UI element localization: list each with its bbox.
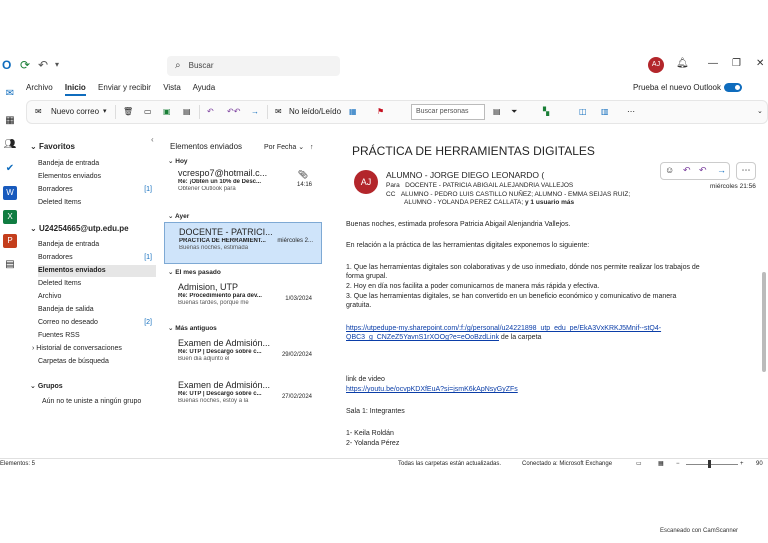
folder-label: Borradores <box>38 186 73 193</box>
ribbon-expand-icon[interactable]: ⌄ <box>757 108 763 115</box>
more-ribbon-icon[interactable]: ⋯ <box>627 107 635 116</box>
message-item[interactable] <box>164 282 322 320</box>
close-icon[interactable]: ✕ <box>756 58 765 69</box>
message-time: miércoles 2... <box>277 238 313 244</box>
sort-label: Por Fecha <box>264 144 297 151</box>
favorites-header[interactable]: ⌄ Favoritos <box>30 142 75 151</box>
forward-icon[interactable]: → <box>251 107 259 116</box>
groups-label: Grupos <box>37 383 63 390</box>
sender-avatar[interactable]: AJ <box>354 170 378 194</box>
delete-icon[interactable]: 🗑︎ <box>123 107 134 116</box>
try-new-label: Prueba el nuevo Outlook <box>632 83 721 92</box>
folder-label: Bandeja de entrada <box>38 241 100 248</box>
tab-ayuda[interactable]: Ayuda <box>192 83 216 92</box>
folder-item[interactable] <box>38 197 156 209</box>
message-list-title: Elementos enviados <box>170 142 243 151</box>
tab-vista[interactable]: Vista <box>163 83 181 92</box>
tab-enviar-recibir[interactable]: Enviar y recibir <box>98 83 151 92</box>
email-point-3-cont: gratuita. <box>346 302 372 309</box>
reply-icon[interactable]: ↶ <box>207 107 214 116</box>
search-icon: ⌕ <box>175 60 181 71</box>
notification-bell-icon[interactable]: 🔔︎ <box>676 58 689 69</box>
sort-direction-icon[interactable]: ↑ <box>309 144 314 151</box>
folder-item[interactable] <box>38 158 156 170</box>
message-from: Admision, UTP <box>178 282 239 292</box>
reply-icon[interactable]: ↶ <box>683 165 691 175</box>
email-point-2: 2. Hoy en día nos facilita a poder comunicarnos de manera más rápida y efectiva. <box>346 283 600 290</box>
folder-item[interactable] <box>38 291 156 303</box>
more-apps-icon[interactable]: ▤ <box>5 259 15 270</box>
folder-item-selected[interactable] <box>38 265 156 277</box>
group-header-today[interactable]: ⌄ Hoy <box>168 158 188 165</box>
message-time: 29/02/2024 <box>281 352 312 358</box>
message-list <box>164 142 324 467</box>
ribbon-divider <box>267 105 268 119</box>
calendar-icon[interactable]: ▦ <box>5 115 15 126</box>
zoom-level: 90 <box>756 461 763 467</box>
folder-item[interactable] <box>38 278 156 290</box>
group-label: Más antiguos <box>175 325 217 332</box>
filter-email-icon[interactable]: ⏷ <box>511 107 518 116</box>
message-preview: Buenas tardes, porque me <box>178 300 249 306</box>
folder-label: Bandeja de entrada <box>38 160 100 167</box>
reply-all-icon[interactable]: ↶ <box>699 165 707 175</box>
title-bar <box>0 50 768 80</box>
try-new-toggle[interactable] <box>724 83 742 92</box>
mail-icon[interactable]: ✉ <box>5 88 15 99</box>
app-rail <box>0 80 22 470</box>
message-time: 27/02/2024 <box>281 394 312 400</box>
folder-label: Historial de conversaciones <box>36 345 122 352</box>
tab-inicio[interactable]: Inicio <box>65 83 86 96</box>
flag-icon[interactable]: ⚑ <box>377 107 385 116</box>
scanner-watermark: Escaneado con CamScanner <box>660 528 739 534</box>
group-label: El mes pasado <box>175 269 221 276</box>
sort-dropdown[interactable]: Por Fecha ⌄ ↑ <box>264 144 314 151</box>
cc-more[interactable]: y 1 usuario más <box>525 199 575 206</box>
search-people-input[interactable]: Buscar personas <box>411 104 485 120</box>
more-actions-icon[interactable]: ⋯ <box>736 162 756 180</box>
message-preview: Buenas noches, estimada <box>179 245 249 251</box>
message-preview: Buenas noches, estoy a la <box>178 398 249 404</box>
excel-icon[interactable]: X <box>3 210 17 224</box>
ribbon <box>26 100 768 124</box>
ribbon-divider <box>115 105 116 119</box>
to-recipients[interactable]: DOCENTE - PATRICIA ABIGAIL ALEJANDRIA VALLEJOS <box>405 182 574 189</box>
folder-item[interactable] <box>38 356 156 368</box>
forward-icon[interactable]: → <box>717 165 726 175</box>
undo-icon[interactable]: ↶ <box>38 58 49 72</box>
message-subject: Re: ¡Obtén un 10% de Desc... <box>178 179 262 185</box>
message-subject: Re: UTP | Descargo sobre c... <box>178 349 262 355</box>
message-item[interactable] <box>164 168 322 206</box>
email-datetime: miércoles 21:56 <box>710 183 756 190</box>
zoom-in-icon[interactable]: + <box>740 461 744 467</box>
apps-icon[interactable]: ▚ <box>543 107 550 116</box>
try-new-outlook[interactable] <box>633 83 742 92</box>
reading-view-icon[interactable]: ▦ <box>658 461 664 467</box>
folder-item[interactable] <box>38 330 156 342</box>
folder-label: Elementos enviados <box>38 173 102 180</box>
categorize-icon[interactable]: ▦ <box>349 107 357 116</box>
email-subject: PRÁCTICA DE HERRAMIENTAS DIGITALES <box>352 144 595 158</box>
cc-line-2 <box>404 199 574 206</box>
folder-pane <box>26 142 158 467</box>
sender-name[interactable]: ALUMNO - JORGE DIEGO LEONARDO ( <box>386 170 545 180</box>
sync-icon[interactable]: ⟳ <box>20 58 31 72</box>
status-folders: Todas las carpetas están actualizadas. <box>398 461 502 467</box>
zoom-slider-thumb[interactable] <box>708 460 711 468</box>
folder-label: Bandeja de salida <box>38 306 94 313</box>
status-bar <box>0 458 768 470</box>
message-from: Examen de Admisión... <box>178 338 271 348</box>
search-placeholder: Buscar <box>188 61 214 70</box>
sharepoint-link-line-2 <box>346 333 746 342</box>
email-intro: En relación a la práctica de las herramientas digitales exponemos lo siguiente: <box>346 242 590 249</box>
folder-item[interactable] <box>38 317 156 329</box>
archive-icon[interactable]: ▭ <box>144 107 152 116</box>
read-unread-button[interactable]: No leído/Leído <box>289 107 342 116</box>
groups-header[interactable]: ⌄ Grupos <box>30 383 63 390</box>
expand-icon[interactable]: › <box>32 345 37 352</box>
folder-count: [2] <box>144 319 152 326</box>
folder-item[interactable] <box>38 171 156 183</box>
video-link-line <box>346 385 746 394</box>
to-line <box>386 182 573 189</box>
ribbon-divider <box>199 105 200 119</box>
member-2: 2- Yolanda Pérez <box>346 440 400 447</box>
email-point-1-cont: forma grupal. <box>346 273 388 280</box>
message-item[interactable] <box>164 380 322 418</box>
reading-pane <box>338 142 768 467</box>
folder-label: Deleted Items <box>38 280 82 287</box>
read-unread-icon: ✉ <box>275 107 282 116</box>
message-from: DOCENTE - PATRICI... <box>179 227 273 237</box>
status-item-count: Elementos: 5 <box>0 461 36 467</box>
folder-count: [1] <box>144 186 152 193</box>
group-label: Hoy <box>175 158 188 165</box>
to-label: Para <box>386 182 400 189</box>
outlook-window <box>0 50 768 470</box>
user-avatar[interactable]: AJ <box>648 57 664 73</box>
favorites-label: Favoritos <box>38 142 75 151</box>
attachment-icon: 📎︎ <box>297 170 308 179</box>
message-from: vcrespo7@hotmail.c... <box>178 168 268 178</box>
folder-label: Correo no deseado <box>38 319 98 326</box>
emoji-reaction-icon[interactable]: ☺ <box>665 165 675 175</box>
message-item[interactable] <box>164 338 322 376</box>
sharepoint-link-cont[interactable]: QBC3_g_CNZeZ5YavnS1rXOOg?e=eOoBzdLink <box>346 334 499 341</box>
menu-tabs <box>26 83 225 97</box>
message-subject: Re: Procedimiento para dev... <box>178 293 262 299</box>
message-preview: Obtener Outlook para <box>178 186 236 192</box>
message-from: Examen de Admisión... <box>178 380 271 390</box>
immersive-reader-icon[interactable]: ▥ <box>601 107 609 116</box>
cc-line <box>386 191 630 198</box>
folder-item[interactable] <box>32 343 150 355</box>
link-suffix: de la carpeta <box>498 334 542 341</box>
folder-label: Elementos enviados <box>38 267 106 274</box>
folder-item[interactable] <box>38 184 156 196</box>
rules-icon[interactable]: ▤ <box>183 107 191 116</box>
new-mail-button[interactable]: Nuevo correo <box>51 107 100 116</box>
folder-label: Carpetas de búsqueda <box>38 358 109 365</box>
message-time: 14:16 <box>296 182 312 188</box>
zoom-out-icon[interactable]: − <box>676 461 680 467</box>
folder-item[interactable] <box>38 304 156 316</box>
sharepoint-link[interactable]: https://utpedupe-my.sharepoint.com/:f:/g/personal/u24221898_utp_edu_pe/EkA3VxKRKJ5Mnif--stQ4- <box>346 325 662 332</box>
message-actions <box>660 162 730 180</box>
tab-archivo[interactable]: Archivo <box>26 83 53 92</box>
new-mail-dropdown-icon[interactable]: ▾ <box>103 108 107 115</box>
message-item-selected[interactable] <box>164 222 322 264</box>
message-subject: Re: UTP | Descargo sobre c... <box>178 391 262 397</box>
folder-label: Deleted Items <box>38 199 82 206</box>
groups-empty-text: Aún no te uniste a ningún grupo <box>42 398 142 405</box>
group-label: Ayer <box>175 213 190 220</box>
group-header-yesterday[interactable]: ⌄ Ayer <box>168 213 190 220</box>
address-book-icon[interactable]: ▤ <box>493 107 501 116</box>
room-label: Sala 1: Integrantes <box>346 408 405 415</box>
message-preview: Buen dia adjunto el <box>178 356 230 362</box>
folder-count: [1] <box>144 254 152 261</box>
move-to-icon[interactable]: ▣ <box>163 107 171 116</box>
powerpoint-icon[interactable]: P <box>3 234 17 248</box>
viva-insights-icon[interactable]: ◫ <box>579 107 587 116</box>
account-header[interactable]: ⌄ U24254665@utp.edu.pe <box>30 224 129 233</box>
collapse-folder-pane-icon[interactable]: ‹ <box>151 135 154 144</box>
sharepoint-link-line <box>346 324 746 333</box>
group-header-older[interactable]: ⌄ Más antiguos <box>168 325 217 332</box>
folder-item[interactable] <box>38 239 156 251</box>
new-mail-icon: ✉ <box>35 107 42 116</box>
email-point-3: 3. Que las herramientas digitales, se han convertido en un beneficio económico y comunicativo de manera <box>346 293 677 300</box>
email-point-1: 1. Que las herramientas digitales son colaborativas y de uso inmediato, dónde nos permite realizar los trabajos de <box>346 264 700 271</box>
reading-scrollbar[interactable] <box>762 272 766 372</box>
word-icon[interactable]: W <box>3 186 17 200</box>
zoom-slider[interactable] <box>686 464 738 465</box>
folder-label: Fuentes RSS <box>38 332 80 339</box>
video-link[interactable]: https://youtu.be/ocvpKDXfEuA?si=jsmK6kApNsyGyZFs <box>346 386 518 393</box>
todo-icon[interactable]: ✔ <box>5 163 15 174</box>
cc-recipients-2[interactable]: ALUMNO - YOLANDA PEREZ CALLATA; <box>404 199 524 206</box>
search-box[interactable] <box>167 56 340 76</box>
normal-view-icon[interactable]: ▭ <box>636 461 642 467</box>
status-connection: Conectado a: Microsoft Exchange <box>522 461 613 467</box>
video-label: link de video <box>346 376 385 383</box>
cc-recipients[interactable]: ALUMNO - PEDRO LUIS CASTILLO NUÑEZ; ALUMNO - EMMA SEIJAS RUIZ; <box>400 191 631 198</box>
quick-access-dropdown-icon[interactable]: ▾ <box>55 60 60 69</box>
people-icon[interactable]: 👥︎ <box>3 139 17 150</box>
account-label: U24254665@utp.edu.pe <box>38 224 129 233</box>
folder-label: Borradores <box>38 254 73 261</box>
restore-icon[interactable]: ❐ <box>732 58 741 69</box>
reply-all-icon[interactable]: ↶↶ <box>227 107 241 116</box>
message-time: 1/03/2024 <box>285 296 312 302</box>
group-header-last-month[interactable]: ⌄ El mes pasado <box>168 269 221 276</box>
folder-item[interactable] <box>38 252 156 264</box>
minimize-icon[interactable]: — <box>708 58 718 69</box>
outlook-logo-icon: O <box>2 58 12 72</box>
member-1: 1- Keila Roldán <box>346 430 394 437</box>
message-subject: PRÁCTICA DE HERRAMIENT... <box>179 238 266 244</box>
folder-label: Archivo <box>38 293 62 300</box>
cc-label: CC <box>386 191 396 198</box>
email-greeting: Buenas noches, estimada profesora Patricia Abigail Alenjandria Vallejos. <box>346 221 571 228</box>
